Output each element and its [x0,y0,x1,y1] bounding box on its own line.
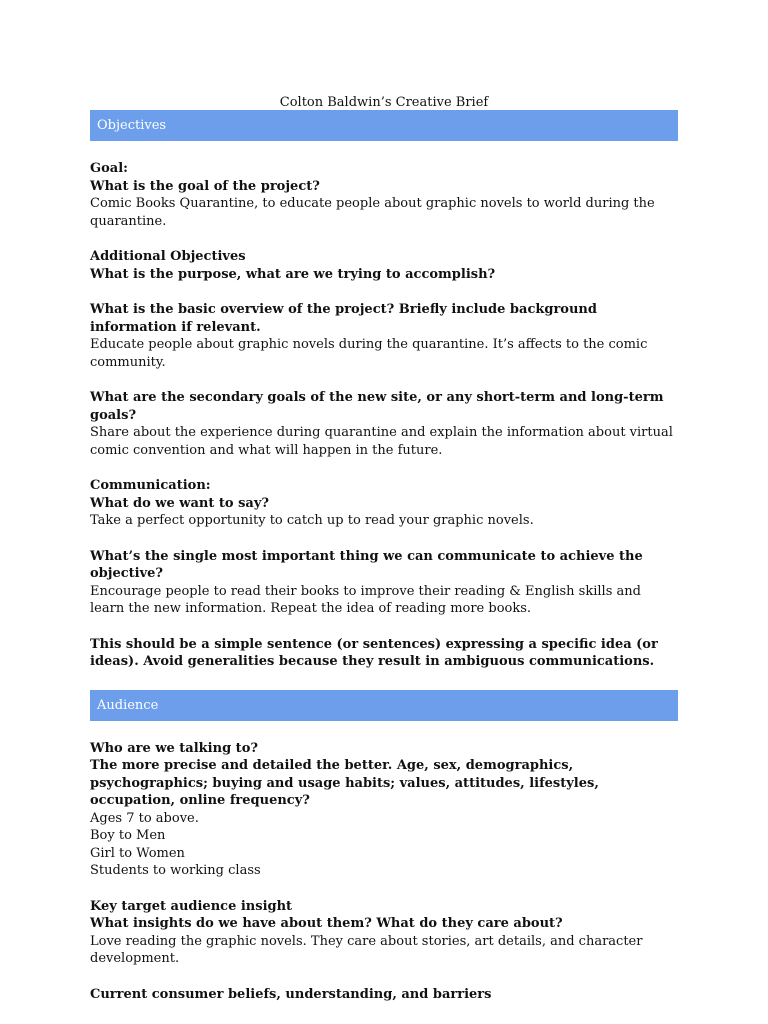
section-header-objectives: Objectives [90,110,678,141]
secondary-goals-question: What are the secondary goals of the new site, or any short-term and long-term goals? [90,390,664,423]
simple-sentence-note: This should be a simple sentence (or sentences) expressing a specific idea (or ideas). Avoid generalities because they result in ambiguous communications. [90,636,658,669]
goal-question: What is the goal of the project? [90,178,320,194]
consumer-beliefs-label: Current consumer beliefs, understanding, and barriers [90,986,492,1002]
audience-answer-item: Boy to Men [90,828,166,843]
insight-question: What insights do we have about them? What do they care about? [90,916,563,931]
audience-answer-item: Ages 7 to above. [90,810,199,826]
document-title: Colton Baldwin’s Creative Brief [279,95,489,110]
section-header-audience: Audience [90,690,678,721]
single-thing-question: What’s the single most important thing we can communicate to achieve the objective? [90,548,643,581]
audience-answer-item: Students to working class [90,863,261,878]
goal-label: Goal: [90,161,128,176]
overview-question: What is the basic overview of the project? Briefly include background information if relevant. [90,302,597,335]
precise-question: The more precise and detailed the better. Age, sex, demographics, psychographics; buying and usage habits; values, attitudes, lifestyles, occupation, online frequency? [90,758,599,808]
communication-label: Communication: [90,478,211,493]
say-question: What do we want to say? [90,495,269,511]
who-question: Who are we talking to? [90,740,258,756]
secondary-goals-answer: Share about the experience during quarantine and explain the information about virtual comic convention and what will happen in the future. [90,425,673,458]
insight-answer: Love reading the graphic novels. They care about stories, art details, and character development. [90,933,643,966]
say-answer: Take a perfect opportunity to catch up to read your graphic novels. [90,513,534,528]
purpose-question: What is the purpose, what are we trying to accomplish? [90,266,496,282]
additional-objectives-label: Additional Objectives [90,249,246,264]
overview-answer: Educate people about graphic novels during the quarantine. It’s affects to the comic community. [90,337,648,370]
key-insight-label: Key target audience insight [90,898,293,914]
goal-answer: Comic Books Quarantine, to educate people about graphic novels to world during the quarantine. [90,196,655,229]
single-thing-answer: Encourage people to read their books to improve their reading & English skills and learn the new information. Repeat the idea of reading more books. [90,583,641,616]
document-content [90,94,678,1003]
audience-answer-item: Girl to Women [90,845,185,861]
